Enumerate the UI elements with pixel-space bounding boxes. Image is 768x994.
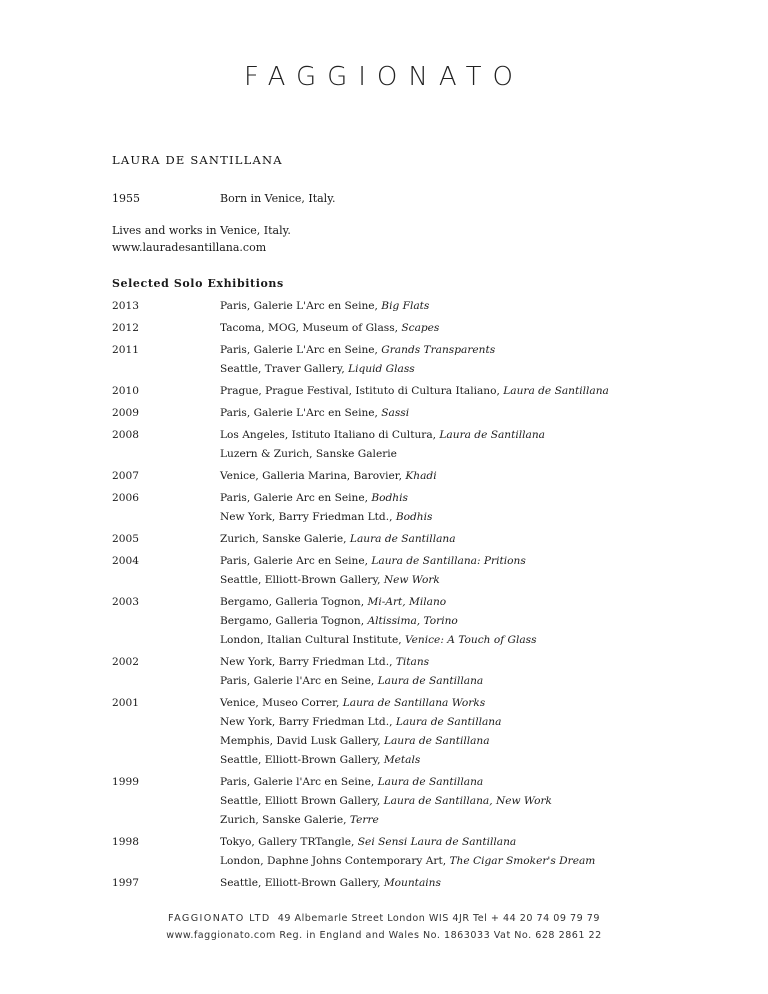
exhibition-year: 2001 — [112, 697, 139, 709]
exhibition-title: Titans — [395, 656, 430, 668]
exhibition-title: Scapes — [401, 322, 440, 334]
birth-place: Born in Venice, Italy. — [220, 192, 336, 205]
exhibition-row — [112, 492, 712, 505]
exhibition-text — [220, 877, 712, 890]
exhibition-venue: Seattle, Elliott-Brown Gallery, — [220, 877, 384, 889]
exhibition-title: Liquid Glass — [348, 363, 415, 375]
footer-brand: FAGGIONATO LTD — [168, 913, 271, 924]
footer-address-line — [0, 910, 768, 927]
exhibition-title: Khadi — [405, 470, 437, 482]
exhibition-row — [112, 814, 712, 827]
exhibition-title: Laura de Santillana — [349, 533, 456, 545]
lives-and-works: Lives and works in Venice, Italy. — [112, 224, 291, 237]
exhibition-title: The Cigar Smoker's Dream — [449, 855, 596, 867]
exhibition-text — [220, 448, 712, 461]
exhibition-row — [112, 533, 712, 546]
exhibition-year: 2012 — [112, 322, 139, 334]
artist-name: LAURA DE SANTILLANA — [112, 153, 283, 167]
exhibition-title: Mi-Art, Milano — [367, 596, 447, 608]
exhibition-row — [112, 344, 712, 357]
exhibition-year: 2009 — [112, 407, 139, 419]
exhibition-title: Bodhis — [395, 511, 433, 523]
exhibition-year — [112, 448, 220, 461]
faggionato-logo: FAGGIONATO — [244, 62, 524, 92]
bio-block — [112, 222, 291, 256]
exhibition-row — [112, 716, 712, 729]
exhibition-title: Sei Sensi Laura de Santillana — [357, 836, 517, 848]
exhibition-title: Laura de Santillana: Pritions — [371, 555, 526, 567]
exhibition-year — [112, 511, 220, 524]
exhibition-title: Grands Transparents — [381, 344, 496, 356]
exhibition-year: 2013 — [112, 300, 139, 312]
exhibition-year — [112, 754, 220, 767]
exhibition-text — [220, 344, 712, 357]
exhibition-title: Venice: A Touch of Glass — [404, 634, 537, 646]
exhibition-venue: Paris, Galerie Arc en Seine, — [220, 555, 372, 567]
exhibition-text — [220, 322, 712, 335]
exhibition-venue: Venice, Galleria Marina, Barovier, — [220, 470, 406, 482]
exhibition-row — [112, 877, 712, 890]
exhibition-text — [220, 814, 712, 827]
exhibition-text — [220, 675, 712, 688]
birth-year: 1955 — [112, 192, 140, 205]
exhibition-title: Big Flats — [381, 300, 430, 312]
exhibition-title: Sassi — [381, 407, 410, 419]
exhibition-venue: Tacoma, MOG, Museum of Glass, — [220, 322, 402, 334]
exhibition-venue: New York, Barry Friedman Ltd., — [220, 716, 396, 728]
exhibition-title: Laura de Santillana Works — [342, 697, 486, 709]
exhibition-row — [112, 470, 712, 483]
exhibition-year — [112, 735, 220, 748]
exhibition-year — [112, 675, 220, 688]
exhibition-title: Metals — [383, 754, 421, 766]
exhibition-title: Terre — [349, 814, 379, 826]
exhibition-row — [112, 555, 712, 568]
exhibition-venue: Seattle, Elliott-Brown Gallery, — [220, 754, 384, 766]
exhibition-text — [220, 634, 712, 647]
exhibition-row — [112, 448, 712, 461]
exhibition-venue: London, Daphne Johns Contemporary Art, — [220, 855, 450, 867]
exhibition-year — [112, 855, 220, 868]
exhibition-venue: Seattle, Traver Gallery, — [220, 363, 349, 375]
exhibition-title: Laura de Santillana — [377, 776, 484, 788]
exhibition-year — [112, 363, 220, 376]
exhibition-venue: New York, Barry Friedman Ltd., — [220, 511, 396, 523]
footer-address: 49 Albemarle Street London WIS 4JR Tel + 44 20 74 09 79 79 — [277, 913, 600, 924]
exhibition-row — [112, 511, 712, 524]
exhibition-year: 2006 — [112, 492, 139, 504]
exhibition-row — [112, 429, 712, 442]
exhibition-row — [112, 735, 712, 748]
exhibition-title: Laura de Santillana — [395, 716, 502, 728]
exhibition-year — [112, 634, 220, 647]
exhibition-year: 2002 — [112, 656, 139, 668]
exhibition-year — [112, 716, 220, 729]
exhibition-title: New Work — [383, 574, 440, 586]
footer-registration: www.faggionato.com Reg. in England and Wales No. 1863033 Vat No. 628 2861 22 — [166, 930, 602, 941]
exhibition-row — [112, 675, 712, 688]
exhibition-text — [220, 574, 712, 587]
exhibition-text — [220, 795, 712, 808]
exhibition-text — [220, 735, 712, 748]
exhibition-row — [112, 407, 712, 420]
exhibition-row — [112, 385, 712, 398]
exhibition-row — [112, 795, 712, 808]
exhibition-venue: Paris, Galerie L'Arc en Seine, — [220, 300, 382, 312]
exhibition-year: 2010 — [112, 385, 139, 397]
exhibition-title: Altissima, Torino — [367, 615, 458, 627]
exhibition-year: 2005 — [112, 533, 139, 545]
exhibitions-list — [112, 300, 712, 890]
exhibition-venue: Venice, Museo Correr, — [220, 697, 343, 709]
exhibition-venue: Zurich, Sanske Galerie, — [220, 814, 350, 826]
exhibition-venue: Prague, Prague Festival, Istituto di Cultura Italiano, — [220, 385, 504, 397]
exhibition-row — [112, 363, 712, 376]
exhibition-row — [112, 574, 712, 587]
exhibition-title: Laura de Santillana — [377, 675, 484, 687]
exhibition-year: 1997 — [112, 877, 139, 889]
exhibition-row — [112, 300, 712, 313]
exhibition-venue: Zurich, Sanske Galerie, — [220, 533, 350, 545]
birth-line — [112, 192, 335, 205]
exhibition-venue: Bergamo, Galleria Tognon, — [220, 596, 368, 608]
exhibition-text — [220, 300, 712, 313]
exhibition-text — [220, 596, 712, 609]
exhibition-title: Laura de Santillana — [383, 735, 490, 747]
exhibition-year — [112, 814, 220, 827]
exhibition-title: Mountains — [383, 877, 441, 889]
exhibition-year — [112, 615, 220, 628]
exhibition-venue: London, Italian Cultural Institute, — [220, 634, 405, 646]
exhibition-venue: Paris, Galerie l'Arc en Seine, — [220, 776, 378, 788]
exhibition-venue: Luzern & Zurich, Sanske Galerie — [220, 448, 397, 460]
exhibition-text — [220, 470, 712, 483]
page-footer — [0, 910, 768, 944]
exhibition-title: Laura de Santillana, New Work — [383, 795, 552, 807]
exhibition-venue: Bergamo, Galleria Tognon, — [220, 615, 368, 627]
exhibition-year — [112, 795, 220, 808]
exhibition-title: Laura de Santillana — [439, 429, 546, 441]
exhibition-venue: Paris, Galerie Arc en Seine, — [220, 492, 372, 504]
exhibition-year: 1998 — [112, 836, 139, 848]
exhibition-venue: Seattle, Elliott-Brown Gallery, — [220, 574, 384, 586]
exhibition-text — [220, 697, 712, 710]
exhibition-text — [220, 407, 712, 420]
exhibition-text — [220, 363, 712, 376]
exhibition-text — [220, 492, 712, 505]
exhibition-venue: Los Angeles, Istituto Italiano di Cultura, — [220, 429, 440, 441]
exhibition-row — [112, 836, 712, 849]
exhibition-text — [220, 656, 712, 669]
exhibition-year: 2004 — [112, 555, 139, 567]
exhibition-text — [220, 555, 712, 568]
exhibition-text — [220, 716, 712, 729]
exhibition-text — [220, 776, 712, 789]
exhibition-text — [220, 511, 712, 524]
exhibition-venue: Tokyo, Gallery TRTangle, — [220, 836, 358, 848]
exhibition-venue: Paris, Galerie l'Arc en Seine, — [220, 675, 378, 687]
exhibition-text — [220, 533, 712, 546]
exhibition-year: 2008 — [112, 429, 139, 441]
exhibition-venue: New York, Barry Friedman Ltd., — [220, 656, 396, 668]
exhibition-text — [220, 754, 712, 767]
exhibition-title: Bodhis — [371, 492, 408, 504]
exhibition-text — [220, 855, 712, 868]
exhibition-row — [112, 634, 712, 647]
section-title: Selected Solo Exhibitions — [112, 277, 284, 290]
exhibition-row — [112, 697, 712, 710]
exhibition-year: 2011 — [112, 344, 139, 356]
exhibition-row — [112, 615, 712, 628]
exhibition-row — [112, 322, 712, 335]
exhibition-venue: Memphis, David Lusk Gallery, — [220, 735, 384, 747]
exhibition-row — [112, 754, 712, 767]
exhibition-venue: Paris, Galerie L'Arc en Seine, — [220, 344, 382, 356]
exhibition-year: 2003 — [112, 596, 139, 608]
exhibition-row — [112, 855, 712, 868]
exhibition-venue: Paris, Galerie L'Arc en Seine, — [220, 407, 382, 419]
exhibition-text — [220, 385, 712, 398]
exhibition-title: Laura de Santillana — [503, 385, 609, 397]
exhibition-year: 1999 — [112, 776, 139, 788]
exhibition-text — [220, 615, 712, 628]
exhibition-year: 2007 — [112, 470, 139, 482]
exhibition-venue: Seattle, Elliott Brown Gallery, — [220, 795, 384, 807]
exhibition-row — [112, 776, 712, 789]
exhibition-row — [112, 656, 712, 669]
exhibition-text — [220, 836, 712, 849]
exhibition-row — [112, 596, 712, 609]
exhibition-year — [112, 574, 220, 587]
exhibition-text — [220, 429, 712, 442]
artist-website-link[interactable]: www.lauradesantillana.com — [112, 241, 267, 254]
